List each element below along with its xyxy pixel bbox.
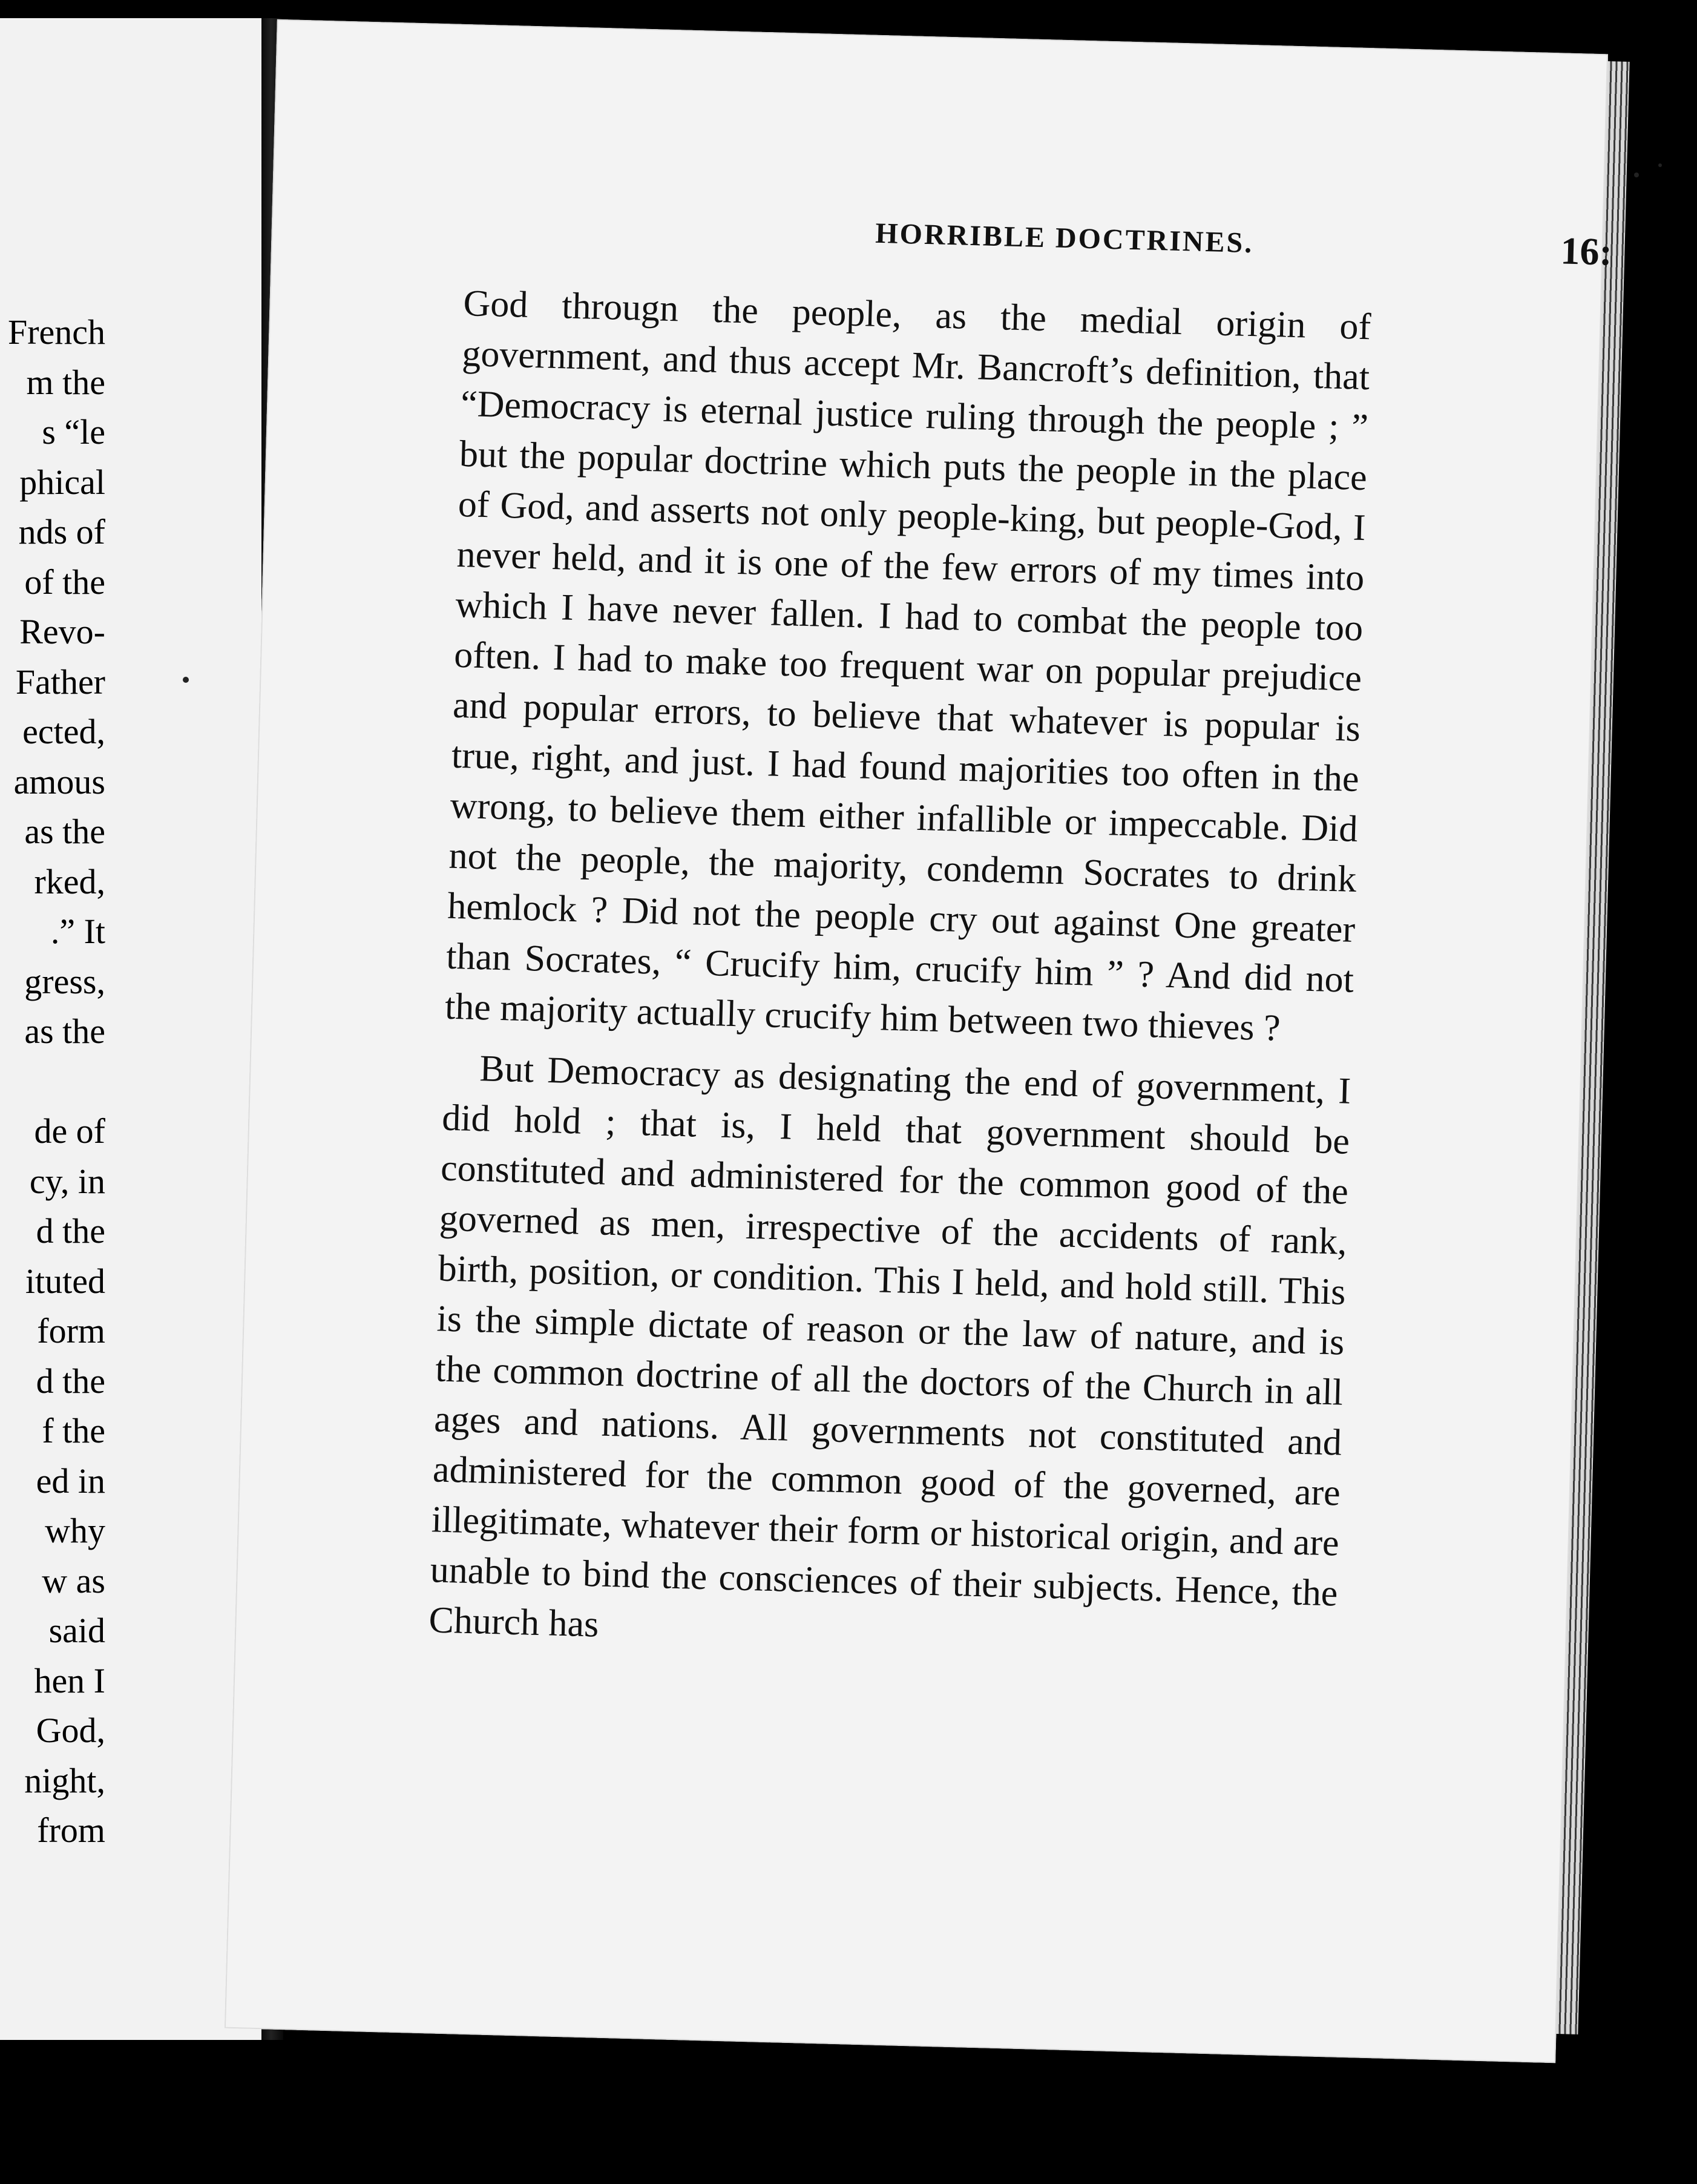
left-page-line: God,: [36, 1711, 105, 1750]
left-page-line: said: [48, 1611, 105, 1650]
left-page-line: French: [7, 312, 105, 352]
paragraph-2: But Democracy as designating the end of government, I did hold ; that is, I held that government should be constituted and administered for the common good of the governed as men, irrespective of the accidents of rank, birth, position, or condition. This I held, and hold still. This is the simple dictate of reason or the law of nature, and is the common doctrine of all the doctors of the Church in all ages and nations. All governments not constituted and administered for the common good of the governed, are illegitimate, whatever their form or historical origin, and are unable to bind the consciences of their subjects. Hence, the Church has: [428, 1048, 1351, 1645]
left-page-line: gress,: [24, 961, 105, 1001]
left-page-line: f the: [42, 1411, 105, 1450]
left-page-line: d the: [36, 1211, 105, 1251]
left-page-line: from: [37, 1811, 105, 1850]
left-page-line: ected,: [22, 712, 105, 751]
body-text: [428, 278, 1372, 1669]
right-page: [225, 19, 1613, 2063]
left-page-line: of the: [24, 562, 105, 602]
left-page-line: night,: [24, 1760, 105, 1800]
left-page-line: ed in: [36, 1461, 105, 1501]
left-page-line: why: [45, 1511, 105, 1550]
left-facing-page: [0, 18, 265, 2040]
left-page-line: Father: [15, 662, 105, 702]
running-head: HORRIBLE DOCTRINES.: [875, 217, 1254, 260]
page-number: 16:: [1560, 229, 1613, 274]
left-page-line: m the: [26, 362, 105, 402]
left-page-line: .” It: [50, 912, 105, 951]
left-page-line: as the: [24, 1011, 105, 1051]
dust-speck: [1658, 163, 1662, 167]
left-page-line: ituted: [25, 1261, 105, 1301]
left-page-line: Revo-: [19, 612, 105, 651]
left-page-line: form: [37, 1311, 105, 1350]
left-page-line: nds of: [18, 512, 105, 551]
left-page-line: w as: [42, 1561, 105, 1600]
left-page-line: amous: [13, 761, 105, 801]
left-page-line: hen I: [34, 1660, 105, 1700]
left-page-line: rked,: [34, 861, 105, 901]
dust-speck: [183, 677, 189, 683]
left-page-line: phical: [19, 462, 105, 502]
paragraph-1: God througn the people, as the medial origin of government, and thus accept Mr. Bancroft’s definition, that “Democracy is eternal justice ruling through the people ; ” but the popular doctrine which puts the people in the place of God, and asserts not only people-king, but people-God, I never held, and it is one of the few errors of my times into which I have never fallen. I had to combat the people too often. I had to make too frequent war on popular prejudice and popular errors, to believe that whatever is popular is true, right, and just. I had found majorities too often in the wrong, to believe them either infallible or impeccable. Did not the people, the majority, condemn Socrates to drink hemlock ? Did not the people cry out against One greater than Socrates, “ Crucify him, crucify him ” ? And did not the majority actually crucify him between two thieves ?: [444, 283, 1372, 1049]
left-page-line: cy, in: [29, 1161, 105, 1201]
left-page-line: s “le: [42, 412, 105, 452]
dust-speck: [1634, 173, 1639, 177]
left-page-line: as the: [24, 812, 105, 851]
left-page-line: d the: [36, 1361, 105, 1401]
left-page-line: de of: [34, 1111, 105, 1151]
